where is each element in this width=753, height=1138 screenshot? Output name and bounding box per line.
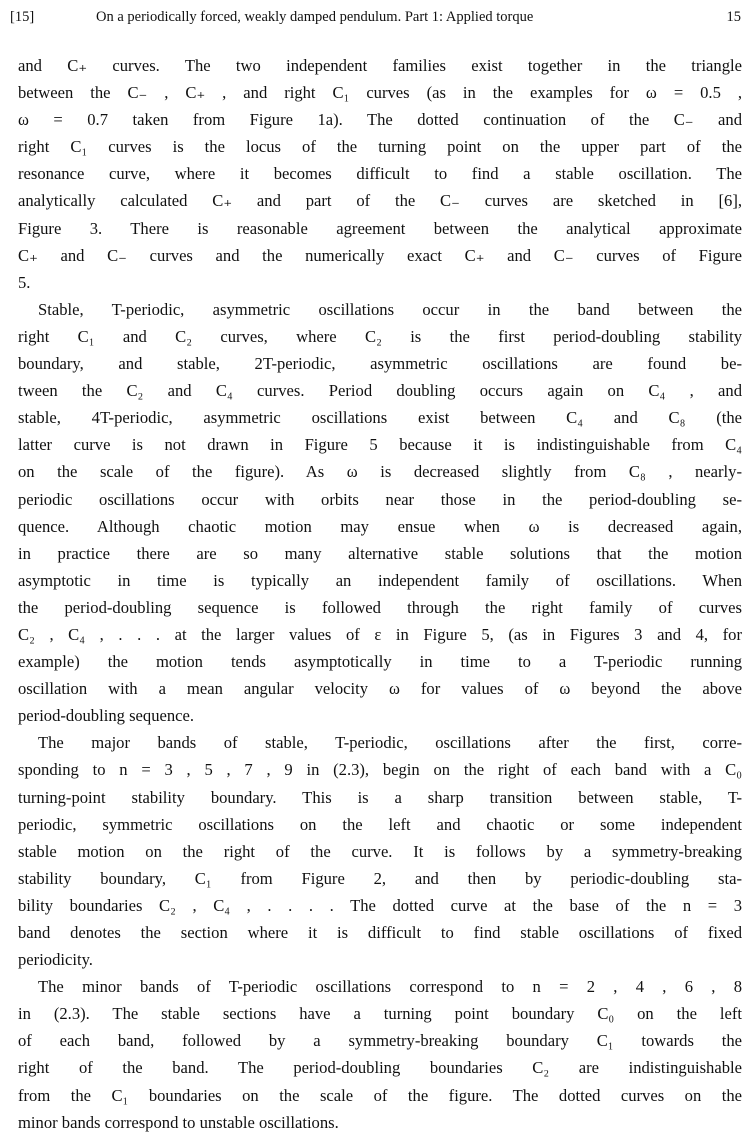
text-line: periodic, symmetric oscillations on the left and chaotic or some independent bbox=[18, 814, 742, 834]
text-line: oscillation with a mean angular velocity ω for values of ω beyond the above bbox=[18, 679, 742, 699]
paragraph bbox=[18, 52, 742, 296]
text-line: resonance curve, where it becomes difficult to find a stable oscillation. The bbox=[18, 164, 742, 184]
text-line: 5. bbox=[18, 272, 31, 292]
header-title: On a periodically forced, weakly damped pendulum. Part 1: Applied torque bbox=[96, 9, 534, 25]
text-line: stability boundary, C₁ from Figure 2, and then by periodic-doubling sta- bbox=[18, 868, 742, 888]
running-header bbox=[10, 6, 741, 28]
text-line: of each band, followed by a symmetry-breaking boundary C₁ towards the bbox=[18, 1031, 742, 1051]
header-reference: [15] bbox=[10, 9, 35, 25]
text-line: the period-doubling sequence is followed through the right family of curves bbox=[18, 597, 742, 617]
text-line: on the scale of the figure). As ω is decreased slightly from C₈ , nearly- bbox=[18, 462, 742, 482]
page-number: 15 bbox=[726, 9, 741, 25]
text-line: ω = 0.7 taken from Figure 1a). The dotted continuation of the C₋ and bbox=[18, 110, 742, 130]
paragraph bbox=[18, 296, 742, 730]
text-line: latter curve is not drawn in Figure 5 because it is indistinguishable from C₄ bbox=[18, 435, 742, 455]
text-line: turning-point stability boundary. This is a sharp transition between stable, T- bbox=[18, 787, 742, 807]
text-line: C₊ and C₋ curves and the numerically exact C₊ and C₋ curves of Figure bbox=[18, 245, 742, 265]
text-line: example) the motion tends asymptotically in time to a T-periodic running bbox=[18, 652, 742, 672]
text-line: from the C₁ boundaries on the scale of the figure. The dotted curves on the bbox=[18, 1085, 742, 1105]
text-line: periodicity. bbox=[18, 950, 93, 970]
text-line: band denotes the section where it is difficult to find stable oscillations of fixed bbox=[18, 923, 742, 942]
text-line: stable, 4T-periodic, asymmetric oscillations exist between C₄ and C₈ (the bbox=[18, 408, 742, 428]
text-line: right C₁ and C₂ curves, where C₂ is the first period-doubling stability bbox=[18, 326, 742, 346]
text-line: stable motion on the right of the curve. It is follows by a symmetry-breaking bbox=[18, 841, 742, 861]
text-line: periodic oscillations occur with orbits near those in the period-doubling se- bbox=[18, 489, 742, 509]
text-line: right C₁ curves is the locus of the turning point on the upper part of the bbox=[18, 137, 742, 157]
paragraph bbox=[18, 729, 742, 973]
text-line: in (2.3). The stable sections have a turning point boundary C₀ on the left bbox=[18, 1004, 742, 1024]
text-line: asymptotic in time is typically an independent family of oscillations. When bbox=[18, 570, 742, 590]
body-text bbox=[18, 52, 742, 1136]
text-line: quence. Although chaotic motion may ensue when ω is decreased again, bbox=[18, 516, 742, 536]
text-line: bility boundaries C₂ , C₄ , . . . . The dotted curve at the base of the n = 3 bbox=[18, 895, 742, 915]
text-line: C₂ , C₄ , . . . at the larger values of ε in Figure 5, (as in Figures 3 and 4, for bbox=[18, 624, 742, 644]
text-line: tween the C₂ and C₄ curves. Period doubling occurs again on C₄ , and bbox=[18, 381, 742, 401]
text-line: analytically calculated C₊ and part of the C₋ curves are sketched in [6], bbox=[18, 191, 742, 211]
text-line: between the C₋ , C₊ , and right C₁ curves (as in the examples for ω = 0.5 , bbox=[18, 83, 742, 103]
text-line: boundary, and stable, 2T-periodic, asymmetric oscillations are found be- bbox=[18, 354, 742, 374]
text-line: in practice there are so many alternative stable solutions that the motion bbox=[18, 543, 742, 563]
text-line: period-doubling sequence. bbox=[18, 706, 195, 726]
text-line: minor bands correspond to unstable oscillations. bbox=[18, 1112, 339, 1132]
text-line: The major bands of stable, T-periodic, oscillations after the first, corre- bbox=[38, 733, 742, 753]
text-line: and C₊ curves. The two independent families exist together in the triangle bbox=[18, 56, 742, 75]
text-line: right of the band. The period-doubling boundaries C₂ are indistinguishable bbox=[18, 1058, 742, 1078]
text-line: The minor bands of T-periodic oscillations correspond to n = 2 , 4 , 6 , 8 bbox=[38, 977, 742, 997]
text-line: Stable, T-periodic, asymmetric oscillations occur in the band between the bbox=[38, 299, 742, 319]
text-line: Figure 3. There is reasonable agreement between the analytical approximate bbox=[18, 218, 742, 238]
paragraph bbox=[18, 973, 742, 1136]
text-line: sponding to n = 3 , 5 , 7 , 9 in (2.3), begin on the right of each band with a C₀ bbox=[18, 760, 742, 780]
